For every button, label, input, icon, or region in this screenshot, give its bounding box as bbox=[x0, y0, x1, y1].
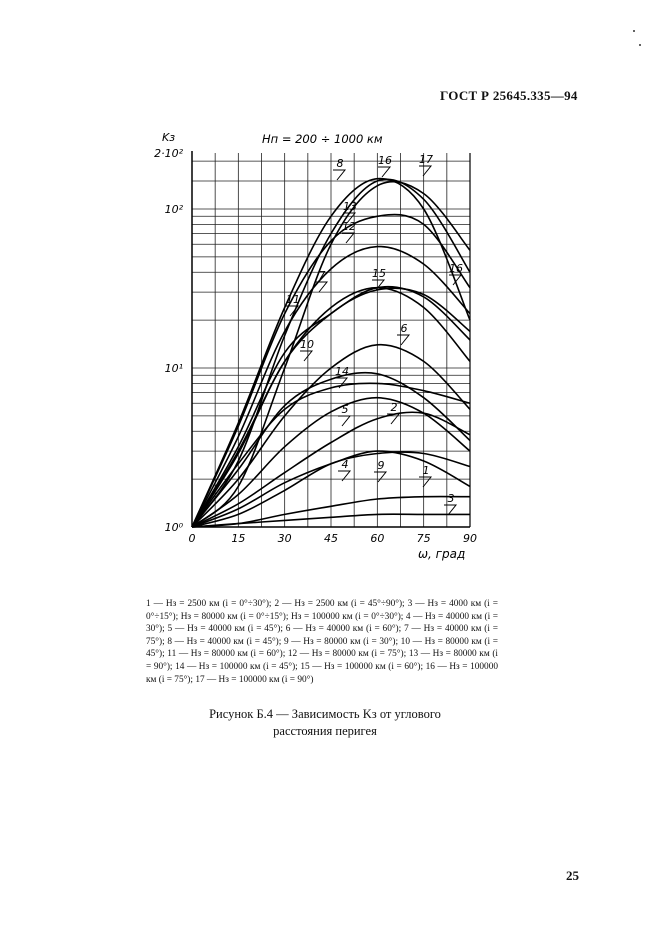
curve-label: 16 bbox=[449, 262, 463, 275]
chart-tick-labels bbox=[154, 147, 477, 545]
curve-label-leader bbox=[374, 472, 386, 482]
figure-caption bbox=[150, 706, 500, 740]
curve-label: 14 bbox=[335, 365, 349, 378]
y-tick-label: 10² bbox=[164, 203, 183, 216]
curve-label: 12 bbox=[342, 220, 356, 233]
curve-label: 4 bbox=[341, 458, 349, 471]
x-tick-label: 90 bbox=[463, 532, 477, 545]
x-axis-label: ω, град bbox=[418, 547, 466, 561]
curve-label: 9 bbox=[377, 459, 385, 472]
chart-title: Hп = 200 ÷ 1000 км bbox=[262, 132, 383, 146]
caption-line-2: расстояния перигея bbox=[273, 724, 377, 738]
y-tick-label: 2·10² bbox=[154, 147, 183, 161]
chart-curve-labels bbox=[286, 153, 463, 515]
y-tick-label: 10¹ bbox=[164, 362, 183, 375]
page-number: 25 bbox=[566, 868, 579, 883]
x-tick-label: 45 bbox=[324, 532, 338, 545]
curve-label: 11 bbox=[286, 293, 300, 306]
curve-label: 10 bbox=[300, 338, 314, 351]
curve-label-leader bbox=[444, 505, 456, 515]
curve-label: 16 bbox=[378, 154, 392, 167]
curve-label: 2 bbox=[390, 401, 398, 414]
curve-label-leader bbox=[338, 416, 350, 426]
figure-legend: 1 — Hз = 2500 км (i = 0°÷30°); 2 — Hз = 2500 км (i = 45°÷90°); 3 — Hз = 4000 км (i = 0°÷15°); Hз = 80000 км (i = 0°÷15°); Hз = 100000 км (i = 0°÷30°); 4 — Hз = 40000 км (i = 30°); 5 — Hз = 40000 км (i = 45°); 6 — Hз = 40000 км (i = 60°); 7 — Hз = 40000 км (i = 75°); 8 — Hз = 40000 км (i = 45°); 9 — Hз = 80000 км (i = 30°); 10 — Hз = 80000 км (i = 45°); 11 — Hз = 80000 км (i = 60°); 12 — Hз = 80000 км (i = 75°); 13 — Hз = 80000 км (i = 90°); 14 — Hз = 100000 км (i = 45°); 15 — Hз = 100000 км (i = 60°); 16 — Hз = 100000 км (i = 75°); 17 — Hз = 100000 км (i = 90°) bbox=[146, 599, 498, 685]
curve-label-leader bbox=[378, 167, 390, 177]
caption-line-1: Рисунок Б.4 — Зависимость Kз от углового bbox=[209, 707, 441, 721]
x-tick-label: 75 bbox=[416, 532, 431, 545]
y-tick-label: 10⁰ bbox=[164, 521, 183, 534]
x-tick-label: 30 bbox=[277, 532, 292, 545]
curve-label: 8 bbox=[336, 157, 344, 170]
curve-label-leader bbox=[419, 477, 431, 487]
x-tick-label: 15 bbox=[231, 532, 246, 545]
curve-label: 1 bbox=[422, 464, 430, 477]
curve-label-leader bbox=[419, 166, 431, 176]
curve-label-leader bbox=[342, 233, 354, 243]
curve-label: 17 bbox=[419, 153, 433, 166]
y-axis-label: Kз bbox=[162, 131, 176, 144]
document-header: ГОСТ Р 25645.335—94 bbox=[440, 88, 578, 103]
curve-label-leader bbox=[397, 335, 409, 345]
x-tick-label: 0 bbox=[188, 532, 196, 545]
curve-label: 5 bbox=[341, 403, 349, 416]
curve-label: 15 bbox=[372, 267, 386, 280]
curve-label: 7 bbox=[318, 269, 326, 282]
curve-label: 6 bbox=[400, 322, 408, 335]
x-tick-label: 60 bbox=[370, 532, 385, 545]
curve-label-leader bbox=[333, 170, 345, 180]
curve-label: 3 bbox=[447, 492, 455, 505]
curve-label-leader bbox=[300, 351, 312, 361]
curve-label: 13 bbox=[343, 200, 357, 213]
